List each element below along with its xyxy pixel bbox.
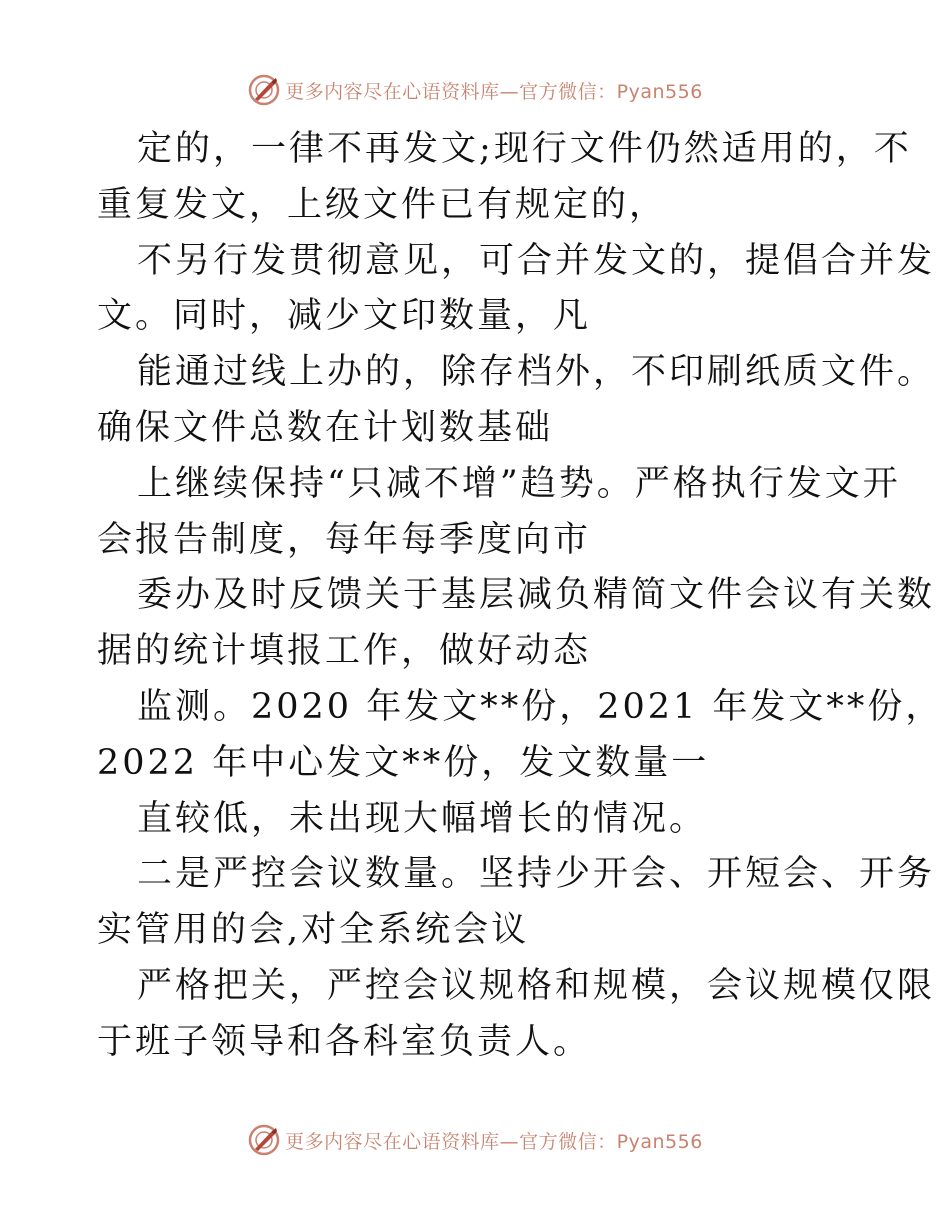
text-line: 2022 年中心发文**份，发文数量一: [97, 742, 710, 783]
watermark-text: 更多内容尽在心语资料库—官方微信：Pyan556: [285, 1130, 703, 1153]
text-line: 不另行发贯彻意见，可合并发文的，提倡合并发: [137, 240, 936, 281]
text-line: 委办及时反馈关于基层减负精简文件会议有关数: [137, 575, 936, 616]
text-line: 据的统计填报工作，做好动态: [97, 631, 592, 672]
text-line: 严格把关，严控会议规格和规模，会议规模仅限: [137, 965, 936, 1006]
footer-watermark: [0, 1120, 950, 1160]
text-line: 会报告制度，每年每季度向市: [97, 519, 592, 560]
watermark-text: 更多内容尽在心语资料库—官方微信：Pyan556: [285, 80, 703, 103]
text-line: 能通过线上办的，除存档外，不印刷纸质文件。: [137, 352, 936, 393]
text-line: 文。同时，减少文印数量，凡: [97, 296, 592, 337]
document-body: [97, 122, 944, 1071]
text-line: 直较低，未出现大幅增长的情况。: [137, 798, 708, 839]
text-line: 上继续保持“只减不增”趋势。严格执行发文开: [137, 463, 901, 504]
watermark-logo-icon: [247, 73, 281, 107]
text-line: 二是严控会议数量。坚持少开会、开短会、开务: [137, 854, 936, 895]
text-line: 实管用的会,对全系统会议: [97, 910, 530, 951]
text-line: 监测。2020 年发文**份，2021 年发文**份，: [137, 686, 944, 727]
text-line: 确保文件总数在计划数基础: [97, 407, 554, 448]
text-line: 于班子领导和各科室负责人。: [97, 1021, 592, 1062]
watermark-logo-icon: [247, 1123, 281, 1157]
text-line: 定的，一律不再发文;现行文件仍然适用的，不: [137, 129, 912, 169]
header-watermark: [0, 70, 950, 110]
text-line: 重复发文，上级文件已有规定的，: [97, 184, 668, 225]
